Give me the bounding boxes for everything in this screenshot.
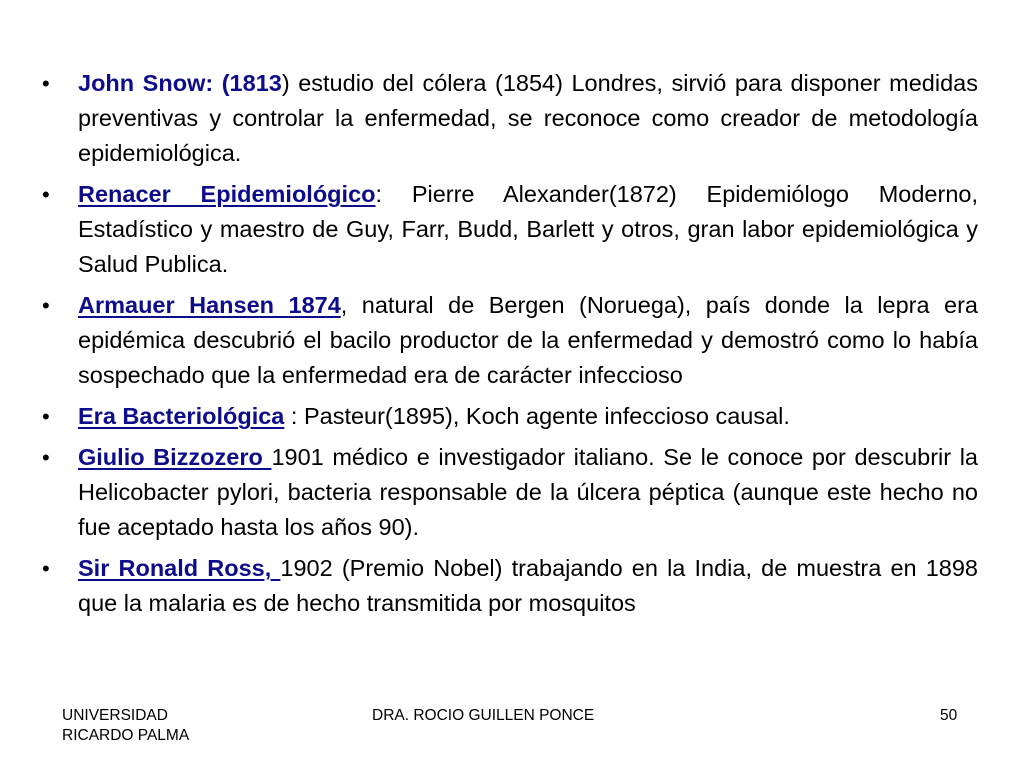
bullet-text-hansen: , natural de Bergen (Noruega), país donde la lepra era epidémica descubrió el bacilo productor de la enfermedad y demostró como lo había sospechado que la enfermedad era de carácter infeccioso (78, 292, 978, 388)
bullet-marker: • (42, 445, 50, 470)
footer-institution (62, 706, 262, 746)
footer-author: DRA. ROCIO GUILLEN PONCE (372, 707, 595, 724)
bullet-renacer (40, 177, 978, 282)
footer-institution-line1: UNIVERSIDAD (62, 707, 168, 724)
bullet-lead-bizzozero: Giulio Bizzozero (78, 444, 272, 470)
footer-page-number: 50 (940, 707, 958, 724)
bullet-marker: • (42, 182, 50, 207)
bullet-text-john-snow: ) estudio del cólera (1854) Londres, sirvió para disponer medidas preventivas y controlar la enfermedad, se reconoce como creador de metodología epidemiológica. (78, 70, 978, 166)
bullet-text-renacer: : Pierre Alexander(1872) Epidemiólogo Moderno, Estadístico y maestro de Guy, Farr, Budd, Barlett y otros, gran labor epidemiológica y Salud Publica. (78, 181, 978, 277)
bullet-lead-ross: Sir Ronald Ross, (78, 555, 281, 581)
bullet-marker: • (42, 71, 50, 96)
bullet-marker: • (42, 293, 50, 318)
bullet-lead-hansen: Armauer Hansen 1874 (78, 292, 341, 318)
bullet-list (40, 66, 978, 627)
bullet-bizzozero (40, 440, 978, 545)
bullet-john-snow (40, 66, 978, 171)
bullet-text-bizzozero: 1901 médico e investigador italiano. Se le conoce por descubrir la Helicobacter pylori, bacteria responsable de la úlcera péptica (aunque este hecho no fue aceptado hasta los años 90). (78, 444, 978, 540)
bullet-lead-era-bacteriologica: Era Bacteriológica (78, 403, 285, 429)
bullet-lead-john-snow: John Snow: (1813 (78, 70, 282, 96)
bullet-lead-renacer: Renacer Epidemiológico (78, 181, 376, 207)
footer-institution-line2: RICARDO PALMA (62, 727, 190, 744)
bullet-hansen (40, 288, 978, 393)
bullet-marker: • (42, 556, 50, 581)
bullet-text-era-bacteriologica: : Pasteur(1895), Koch agente infeccioso causal. (284, 403, 790, 429)
bullet-marker: • (42, 404, 50, 429)
bullet-text-ross: 1902 (Premio Nobel) trabajando en la India, de muestra en 1898 que la malaria es de hecho transmitida por mosquitos (78, 555, 978, 616)
bullet-ross (40, 551, 978, 621)
bullet-era-bacteriologica (40, 399, 978, 434)
